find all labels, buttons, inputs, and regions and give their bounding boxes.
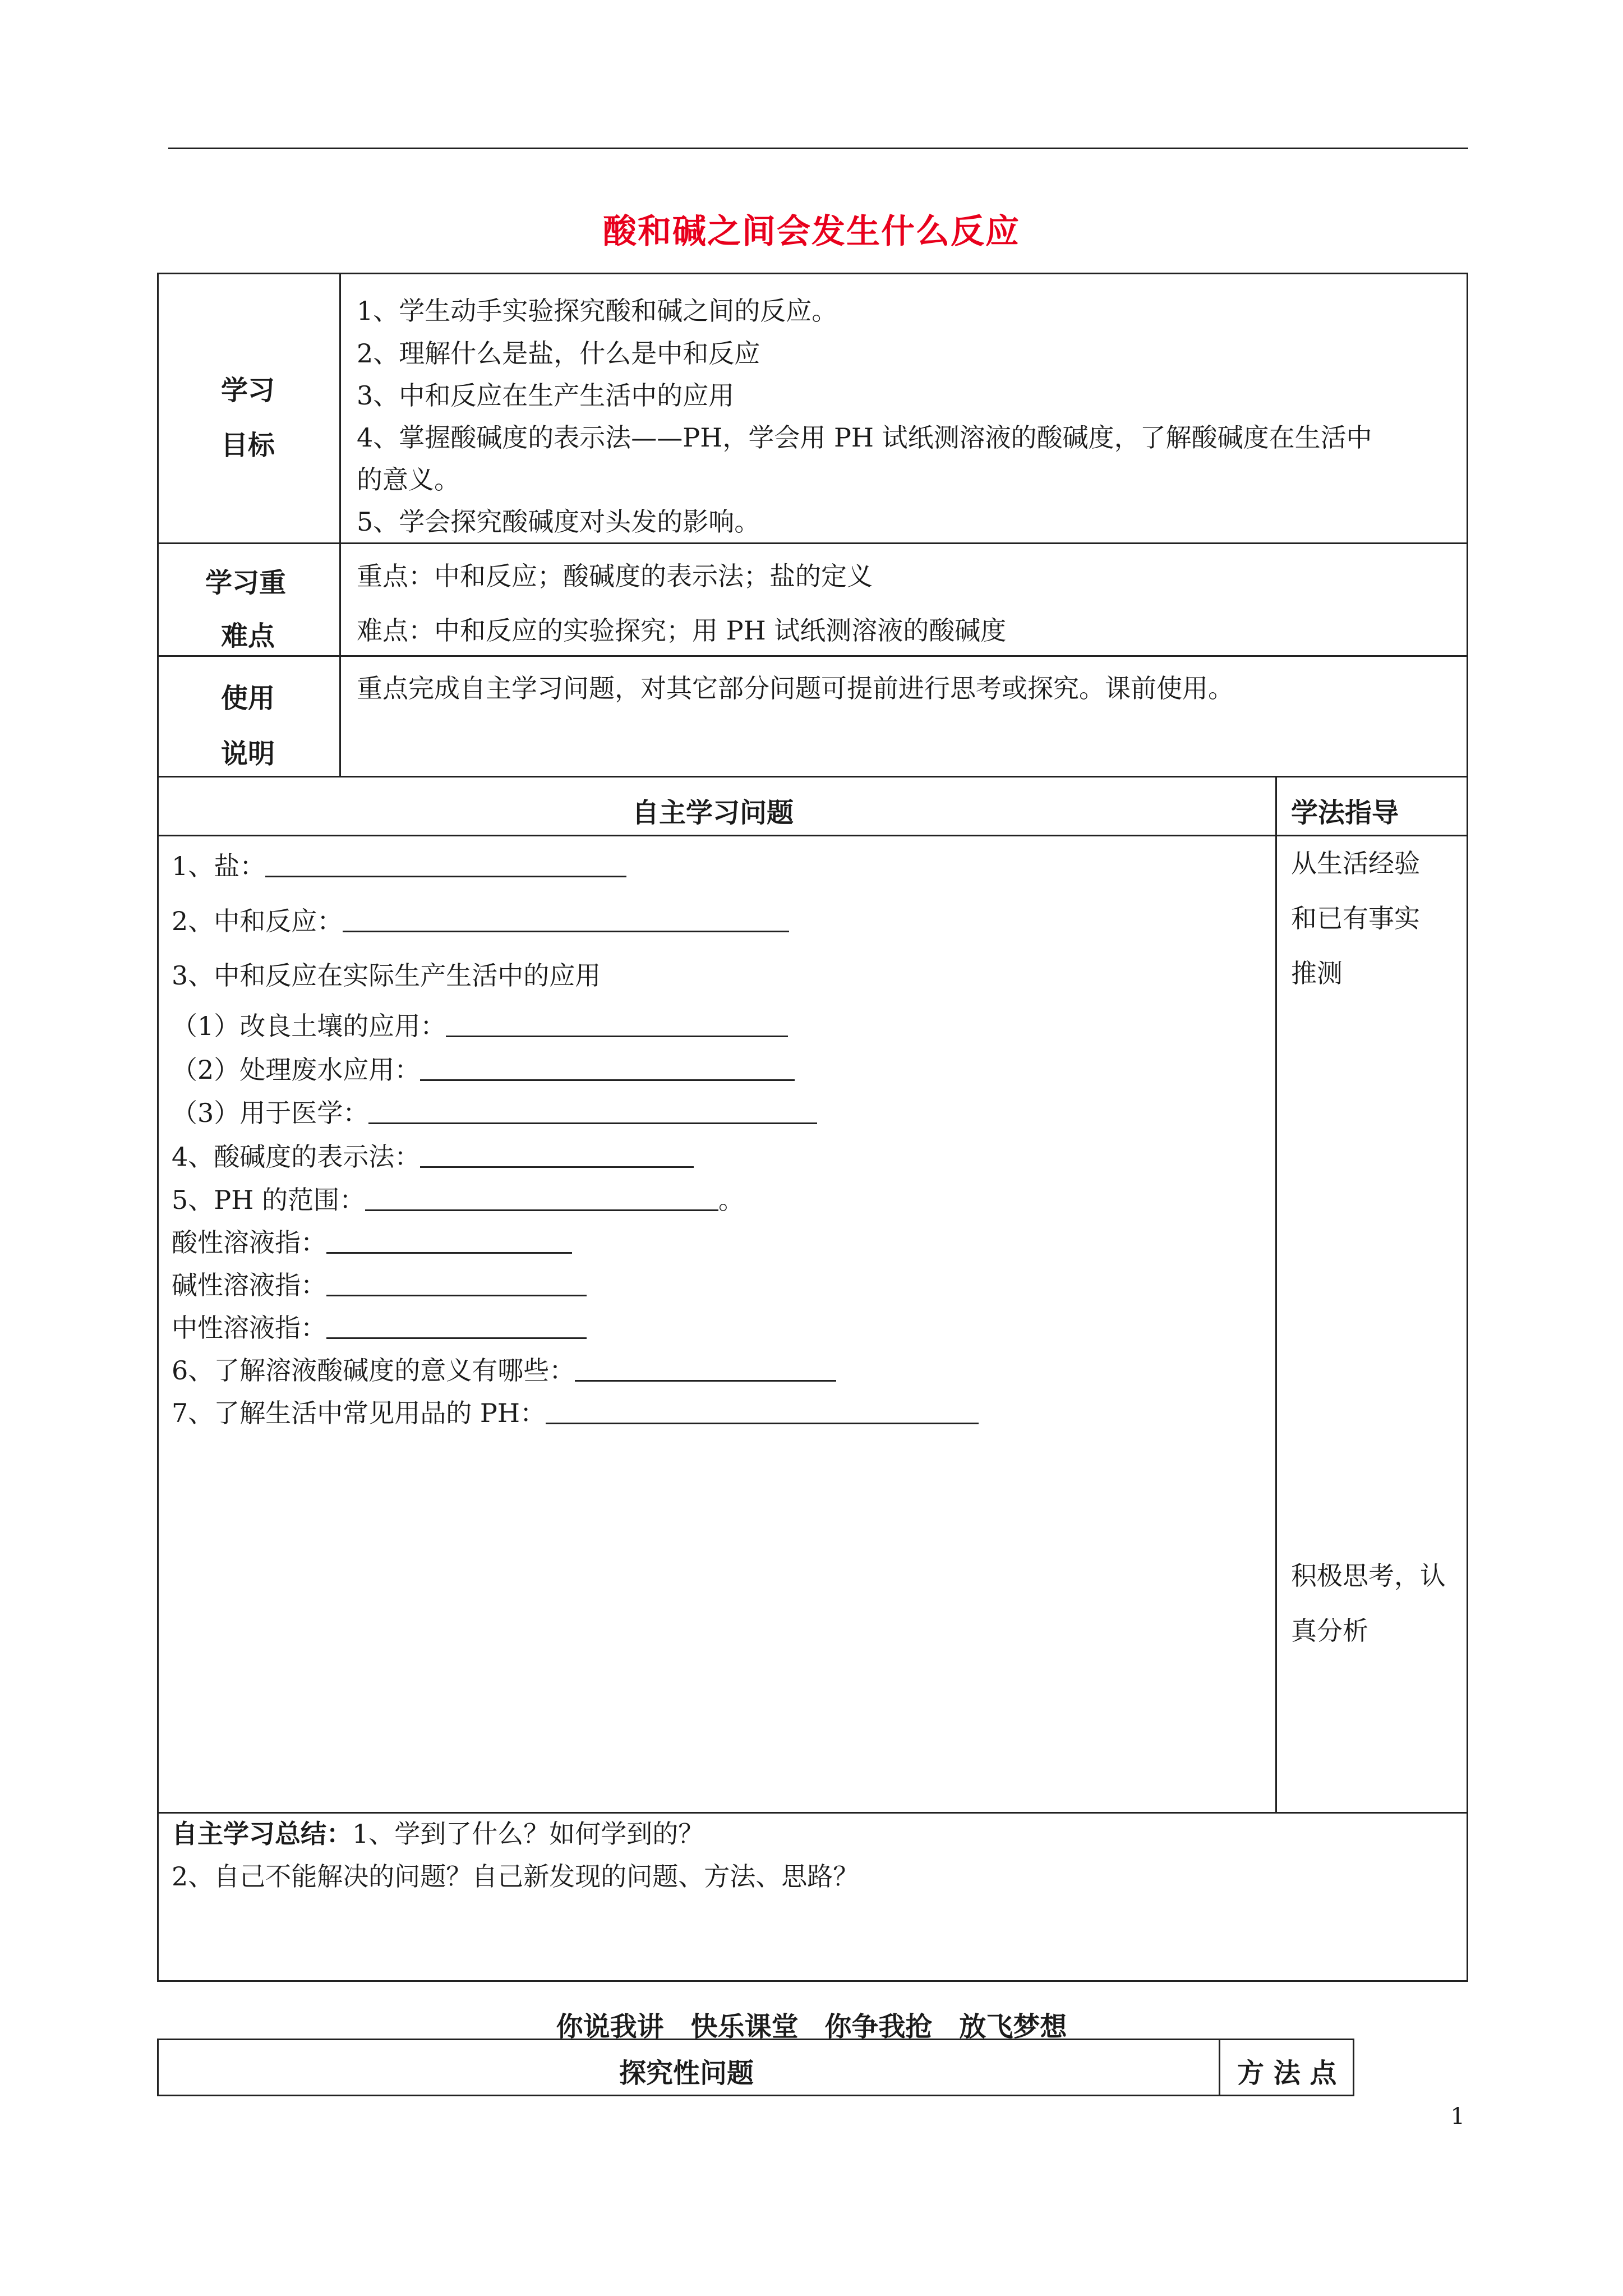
question-base: 碱性溶液指： <box>172 1270 587 1301</box>
usage-label-1: 使用 <box>221 683 275 714</box>
guide-tip-2-line-1: 积极思考，认 <box>1291 1561 1446 1591</box>
answer-blank-acid[interactable] <box>326 1230 572 1254</box>
keypoints-label-1: 学习重 <box>205 567 287 599</box>
explore-table <box>157 2039 1354 2096</box>
question-3-2: （2）处理废水应用： <box>172 1055 795 1085</box>
motto: 你说我讲 快乐课堂 你争我抢 放飞梦想 <box>556 2011 1067 2042</box>
explore-header: 探究性问题 <box>619 2058 754 2089</box>
goal-item-3: 3、中和反应在生产生活中的应用 <box>357 380 735 411</box>
question-neutral: 中性溶液指： <box>172 1313 587 1343</box>
usage-text: 重点完成自主学习问题，对其它部分问题可提前进行思考或探究。课前使用。 <box>357 673 1234 703</box>
page-number: 1 <box>1450 2104 1465 2129</box>
answer-blank-6[interactable] <box>575 1358 836 1382</box>
answer-blank-7[interactable] <box>546 1400 979 1424</box>
question-1: 1、盐： <box>172 851 626 882</box>
page-title: 酸和碱之间会发生什么反应 <box>603 212 1020 251</box>
question-2: 2、中和反应： <box>172 906 789 937</box>
difficult-point-text: 难点：中和反应的实验探究；用 PH 试纸测溶液的酸碱度 <box>357 615 1007 646</box>
keypoints-label-2: 难点 <box>221 620 275 652</box>
goal-item-4-cont: 的意义。 <box>357 464 460 495</box>
answer-blank-4[interactable] <box>420 1144 694 1168</box>
goal-item-4: 4、掌握酸碱度的表示法——PH，学会用 PH 试纸测溶液的酸碱度，了解酸碱度在生活中 <box>357 422 1372 453</box>
guide-tip-1-line-2: 和已有事实 <box>1291 903 1420 933</box>
answer-blank-3-1[interactable] <box>446 1013 788 1037</box>
usage-label-2: 说明 <box>221 738 275 770</box>
goal-item-2: 2、理解什么是盐，什么是中和反应 <box>357 338 760 369</box>
summary-line-1: 自主学习总结：1、学到了什么？如何学到的？ <box>172 1819 704 1849</box>
question-3: 3、中和反应在实际生产生活中的应用 <box>172 960 601 991</box>
question-3-1: （1）改良土壤的应用： <box>172 1011 788 1042</box>
question-5: 5、PH 的范围： 。 <box>172 1185 744 1215</box>
question-3-3: （3）用于医学： <box>172 1098 817 1129</box>
summary-line-2: 2、自己不能解决的问题？自己新发现的问题、方法、思路？ <box>172 1861 859 1892</box>
guide-header: 学法指导 <box>1291 797 1399 829</box>
answer-blank-base[interactable] <box>326 1272 587 1296</box>
self-study-header: 自主学习问题 <box>632 797 794 829</box>
guide-tip-1-line-1: 从生活经验 <box>1291 848 1420 878</box>
answer-blank-2[interactable] <box>343 908 789 932</box>
answer-blank-neutral[interactable] <box>326 1315 587 1339</box>
goals-label-1: 学习 <box>221 375 275 406</box>
question-6: 6、了解溶液酸碱度的意义有哪些： <box>172 1355 836 1386</box>
question-4: 4、酸碱度的表示法： <box>172 1142 694 1172</box>
goal-item-1: 1、学生动手实验探究酸和碱之间的反应。 <box>357 296 838 326</box>
answer-blank-3-2[interactable] <box>420 1057 795 1081</box>
method-header: 方 法 点 <box>1237 2058 1337 2089</box>
guide-tip-2-line-2: 真分析 <box>1291 1616 1368 1646</box>
answer-blank-1[interactable] <box>265 853 626 877</box>
guide-tip-1-line-3: 推测 <box>1291 958 1343 988</box>
answer-blank-3-3[interactable] <box>368 1100 817 1124</box>
goals-label-2: 目标 <box>221 430 275 461</box>
question-acid: 酸性溶液指： <box>172 1227 572 1258</box>
key-point-text: 重点：中和反应；酸碱度的表示法；盐的定义 <box>357 561 873 591</box>
question-7: 7、了解生活中常见用品的 PH： <box>172 1398 979 1429</box>
header-rule <box>168 148 1468 149</box>
answer-blank-5[interactable] <box>365 1187 718 1211</box>
goal-item-5: 5、学会探究酸碱度对头发的影响。 <box>357 507 760 537</box>
summary-label: 自主学习总结： <box>172 1819 352 1849</box>
